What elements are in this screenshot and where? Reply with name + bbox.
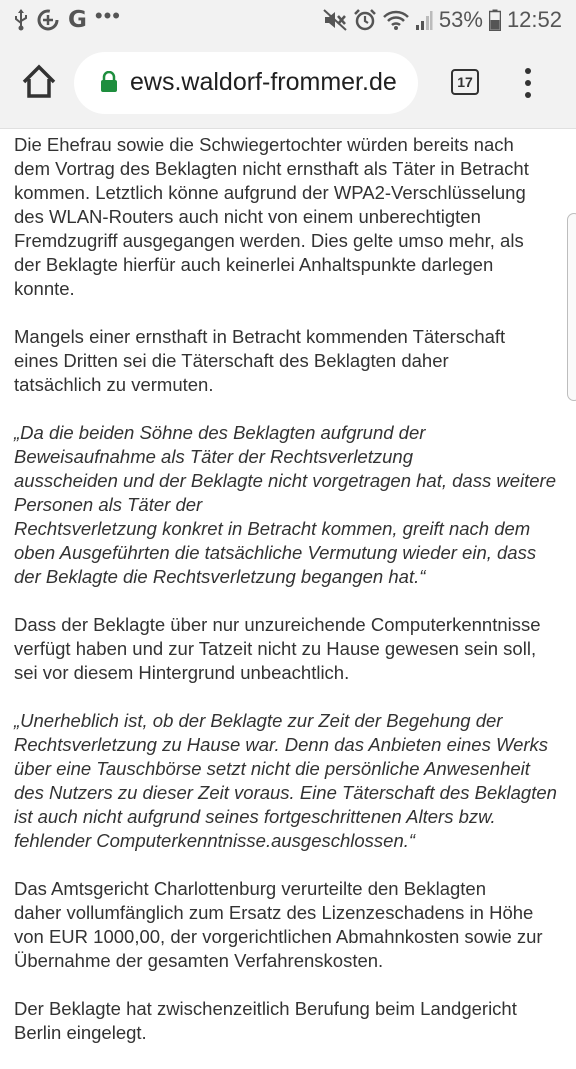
article-paragraph bbox=[14, 133, 566, 301]
text-line: konnte. bbox=[14, 278, 75, 299]
text-line: oben Ausgeführten die tatsächliche Vermutung wieder ein, dass bbox=[14, 542, 537, 563]
address-bar[interactable] bbox=[74, 52, 418, 114]
text-line: „Da die beiden Söhne des Beklagten aufgrund der bbox=[14, 422, 426, 443]
url-text[interactable]: ews.waldorf-frommer.de bbox=[130, 68, 397, 96]
text-line: Fremdzugriff ausgegangen werden. Dies gelte umso mehr, als bbox=[14, 230, 524, 251]
text-line: Rechtsverletzung zu Hause war. Denn das Anbieten eines Werks bbox=[14, 734, 549, 755]
text-line: dem Vortrag des Beklagten nicht ernsthaft als Täter in Betracht bbox=[14, 158, 529, 179]
tab-count: 17 bbox=[457, 74, 473, 90]
status-bar-left bbox=[14, 3, 121, 33]
text-line: des WLAN-Routers auch nicht von einem unberechtigten bbox=[14, 206, 481, 227]
text-line: der Beklagte hierfür auch keinerlei Anhaltspunkte darlegen bbox=[14, 254, 494, 275]
battery-percent: 53% bbox=[438, 7, 483, 32]
text-line: Rechtsverletzung konkret in Betracht kommen, greift nach dem bbox=[14, 518, 531, 539]
text-line: Der Beklagte hat zwischenzeitlich Berufung beim Landgericht bbox=[14, 998, 517, 1019]
article-paragraph bbox=[14, 325, 566, 397]
overflow-menu-dot bbox=[525, 80, 531, 86]
quote-paragraph bbox=[14, 709, 566, 853]
text-line: Dass der Beklagte über nur unzureichende Computerkenntnisse bbox=[14, 614, 541, 635]
text-line: von EUR 1000,00, der vorgerichtlichen Abmahnkosten sowie zur bbox=[14, 926, 543, 947]
text-line: tatsächlich zu vermuten. bbox=[14, 374, 214, 395]
scrollbar-handle[interactable] bbox=[567, 213, 576, 401]
wifi-icon bbox=[383, 9, 409, 31]
overflow-menu-icon bbox=[525, 68, 531, 74]
text-line: eines Dritten sei die Täterschaft des Beklagten daher bbox=[14, 350, 449, 371]
text-line: Beweisaufnahme als Täter der Rechtsverletzung bbox=[14, 446, 413, 467]
text-line: Übernahme der gesamten Verfahrenskosten. bbox=[14, 950, 384, 971]
article-paragraph bbox=[14, 613, 566, 685]
text-line: verfügt haben und zur Tatzeit nicht zu Hause gewesen sein soll, bbox=[14, 638, 537, 659]
alarm-icon bbox=[353, 8, 377, 32]
lock-icon bbox=[100, 71, 118, 98]
status-bar bbox=[0, 0, 576, 40]
battery-icon bbox=[489, 9, 501, 31]
browser-toolbar bbox=[0, 40, 576, 129]
text-line: „Unerheblich ist, ob der Beklagte zur Zeit der Begehung der bbox=[14, 710, 503, 731]
tab-switcher-button[interactable] bbox=[451, 69, 479, 95]
text-line: Das Amtsgericht Charlottenburg verurteilte den Beklagten bbox=[14, 878, 487, 899]
usb-icon bbox=[14, 9, 28, 31]
text-line: sei vor diesem Hintergrund unbeachtlich. bbox=[14, 662, 350, 683]
text-line: über eine Tauschbörse setzt nicht die persönliche Anwesenheit bbox=[14, 758, 530, 779]
more-notifications-icon: ••• bbox=[94, 3, 121, 28]
signal-icon bbox=[415, 9, 433, 31]
text-line: fehlender Computerkenntnisse.ausgeschlossen.“ bbox=[14, 830, 416, 851]
overflow-menu-button[interactable] bbox=[516, 66, 540, 100]
text-line: der Beklagte die Rechtsverletzung begangen hat.“ bbox=[14, 566, 426, 587]
overflow-menu-dot bbox=[525, 92, 531, 98]
mute-icon bbox=[323, 9, 347, 31]
text-line: Mangels einer ernsthaft in Betracht kommenden Täterschaft bbox=[14, 326, 506, 347]
article-paragraph bbox=[14, 877, 566, 973]
text-line: Personen als Täter der bbox=[14, 494, 203, 515]
text-line: Die Ehefrau sowie die Schwiegertochter würden bereits nach bbox=[14, 134, 514, 155]
status-bar-right bbox=[323, 7, 562, 33]
text-line: ausscheiden und der Beklagte nicht vorgetragen hat, dass weitere bbox=[14, 470, 556, 491]
text-line: kommen. Letztlich könne aufgrund der WPA2-Verschlüsselung bbox=[14, 182, 526, 203]
quote-paragraph bbox=[14, 421, 566, 589]
clock: 12:52 bbox=[506, 7, 562, 32]
data-saver-icon bbox=[36, 8, 60, 32]
text-line: des Nutzers zu dieser Zeit voraus. Eine Täterschaft des Beklagten bbox=[14, 782, 557, 803]
text-line: daher vollumfänglich zum Ersatz des Lizenzeschadens in Höhe bbox=[14, 902, 534, 923]
home-icon bbox=[20, 62, 58, 102]
text-line: ist auch nicht aufgrund seines fortgeschrittenen Alters bzw. bbox=[14, 806, 496, 827]
google-g-icon: G bbox=[68, 7, 87, 33]
home-button[interactable] bbox=[20, 62, 58, 102]
article-content bbox=[14, 133, 566, 1069]
text-line: Berlin eingelegt. bbox=[14, 1022, 147, 1043]
article-paragraph bbox=[14, 997, 566, 1045]
